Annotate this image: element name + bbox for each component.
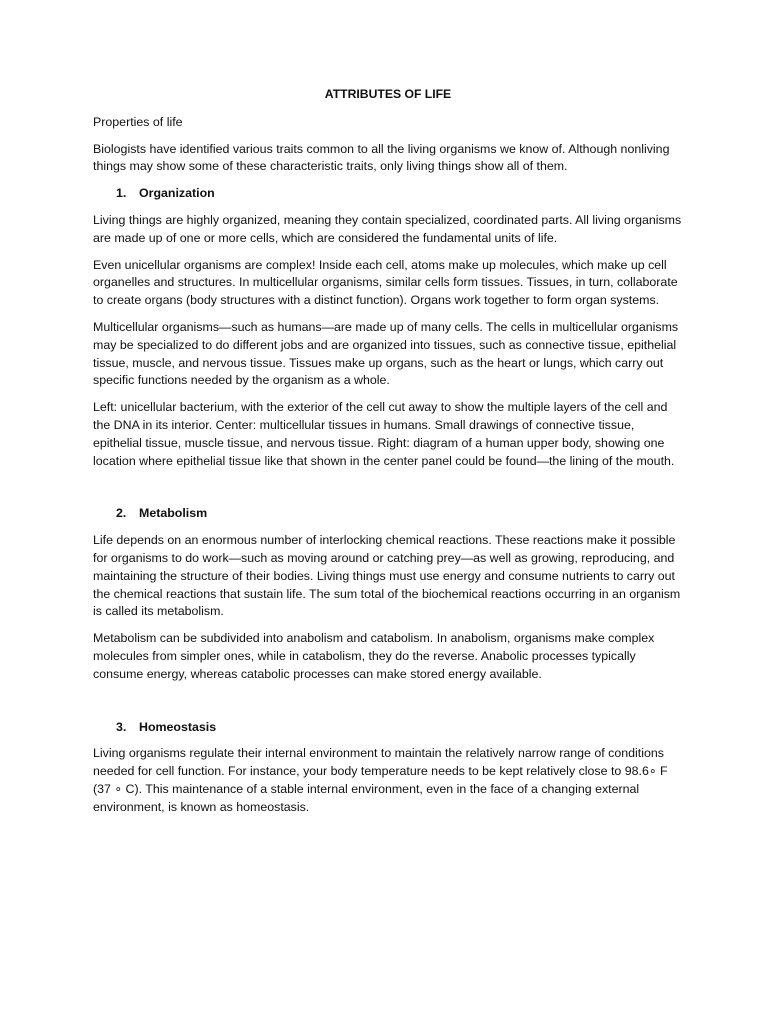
section-heading-metabolism xyxy=(93,505,683,523)
section-spacer xyxy=(93,479,683,505)
intro-paragraph: Biologists have identified various traits common to all the living organisms we know of. Although nonliving things may show some of these characteristic traits, only living things show all of them. xyxy=(93,141,670,174)
organization-figure-caption: Left: unicellular bacterium, with the exterior of the cell cut away to show the multiple layers of the cell and the DNA in its interior. Center: multicellular tissues in humans. Small drawings of connective tissue, epithelial tissue, muscle tissue, and nervous tissue. Right: diagram of a human upper body, showing one location where epithelial tissue like that shown in the center panel could be found—the lining of the mouth. xyxy=(93,400,675,468)
section-title: Homeostasis xyxy=(139,719,217,734)
section-spacer xyxy=(93,693,683,719)
section-heading-organization xyxy=(93,185,683,203)
section-number: 1. xyxy=(116,186,127,201)
organization-paragraph-1: Living things are highly organized, meaning they contain specialized, coordinated parts. All living organisms are made up of one or more cells, which are considered the fundamental units of life. xyxy=(93,212,682,245)
section-title: Metabolism xyxy=(139,506,208,521)
document-subtitle: Properties of life xyxy=(93,114,183,129)
section-title: Organization xyxy=(139,186,215,201)
section-number: 2. xyxy=(116,506,127,521)
document-title: ATTRIBUTES OF LIFE xyxy=(324,87,452,101)
document-body xyxy=(93,86,683,826)
metabolism-paragraph-1: Life depends on an enormous number of interlocking chemical reactions. These reactions make it possible for organisms to do work—such as moving around or catching prey—as well as growing, reproducing, and maintaining the structure of their bodies. Living things must use energy and consume nutrients to carry out the chemical reactions that sustain life. The sum total of the biochemical reactions occurring in an organism is called its metabolism. xyxy=(93,533,681,619)
homeostasis-paragraph-1: Living organisms regulate their internal environment to maintain the relatively narrow range of conditions needed for cell function. For instance, your body temperature needs to be kept relatively close to 98.6∘ F (37 ∘ C). This maintenance of a stable internal environment, even in the face of a changing external environment, is known as homeostasis. xyxy=(93,746,668,814)
metabolism-paragraph-2: Metabolism can be subdivided into anabolism and catabolism. In anabolism, organisms make complex molecules from simpler ones, while in catabolism, they do the reverse. Anabolic processes typically consume energy, whereas catabolic processes can make stored energy available. xyxy=(93,631,655,681)
section-heading-homeostasis xyxy=(93,719,683,737)
organization-paragraph-3: Multicellular organisms—such as humans—are made up of many cells. The cells in multicellular organisms may be specialized to do different jobs and are organized into tissues, such as connective tissue, epithelial tissue, muscle, and nervous tissue. Tissues make up organs, such as the heart or lungs, which carry out specific functions needed by the organism as a whole. xyxy=(93,319,679,388)
organization-paragraph-2: Even unicellular organisms are complex! Inside each cell, atoms make up molecules, which make up cell organelles and structures. In multicellular organisms, similar cells form tissues. Tissues, in turn, collaborate to create organs (body structures with a distinct function). Organs work together to form organ systems. xyxy=(93,257,678,308)
section-number: 3. xyxy=(116,719,127,734)
